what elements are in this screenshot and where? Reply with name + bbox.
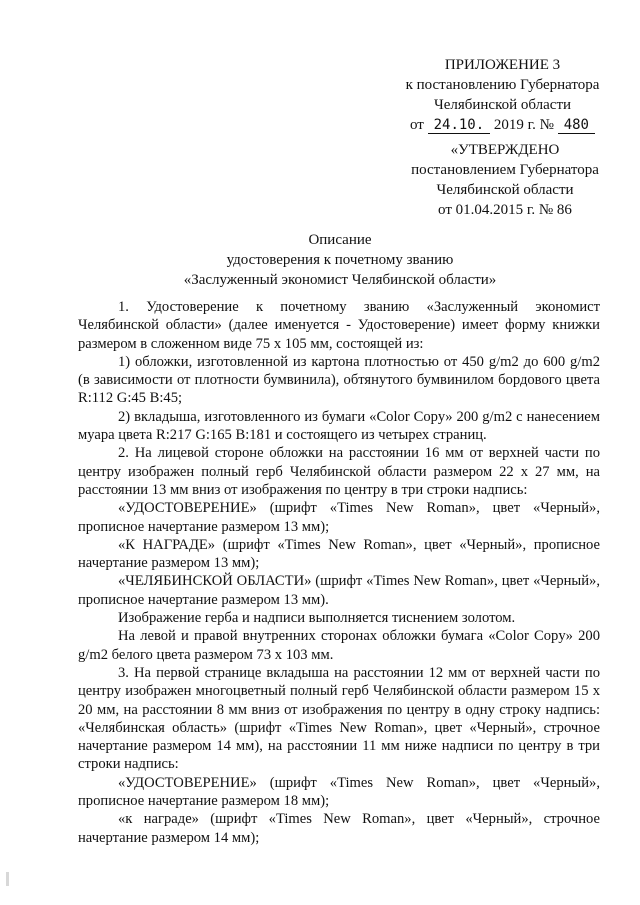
appendix-date-line	[390, 115, 615, 135]
appendix-region: Челябинской области	[433, 97, 572, 113]
approval-title: «УТВЕРЖДЕНО	[450, 142, 560, 158]
handwritten-number: 480	[558, 117, 595, 134]
paragraph: 2. На лицевой стороне обложки на расстоянии 16 мм от верхней части по центру изображен полный герб Челябинской области размером 22 х 27 мм, на расстоянии 13 мм вниз от изображения по центру в три строки надпись:	[78, 445, 600, 498]
date-prefix: от	[409, 117, 424, 133]
paragraph: «УДОСТОВЕРЕНИЕ» (шрифт «Times New Roman», цвет «Черный», прописное начертание размером 18 мм);	[78, 774, 600, 810]
appendix-number: ПРИЛОЖЕНИЕ 3	[444, 57, 561, 73]
approval-date: от 01.04.2015 г. № 86	[438, 202, 572, 218]
paragraph: 3. На первой странице вкладыша на расстоянии 12 мм от верхней части по центру изображен многоцветный полный герб Челябинской области размером 15 х 20 мм, на расстоянии 8 мм вниз от изображения по центру в одну строку надпись: «Челябинская область» (шрифт «Times New Roman», цвет «Черный», строчное начертание размером 14 мм), на расстоянии 11 мм ниже надписи по центру в три строки надпись:	[78, 664, 600, 773]
paragraph: 2) вкладыша, изготовленного из бумаги «Color Copy» 200 g/m2 с нанесением муара цвета R:217 G:165 B:181 и состоящего из четырех страниц.	[78, 408, 600, 444]
title-line-2: удостоверения к почетному званию	[226, 252, 454, 268]
approval-block	[400, 140, 610, 220]
paragraph: 1) обложки, изготовленной из картона плотностью от 450 g/m2 до 600 g/m2 (в зависимости от плотности бумвинила), обтянутого бумвинилом бордового цвета R:112 G:45 B:45;	[78, 353, 600, 407]
handwritten-date: 24.10.	[428, 117, 491, 134]
approval-resolution: постановлением Губернатора	[411, 162, 599, 178]
document-title	[80, 230, 600, 290]
document-body	[78, 298, 600, 847]
paragraph: «УДОСТОВЕРЕНИЕ» (шрифт «Times New Roman», цвет «Черный», прописное начертание размером 13 мм);	[78, 500, 600, 535]
paragraph: 1. Удостоверение к почетному званию «Заслуженный экономист Челябинской области» (далее именуется - Удостоверение) имеет форму книжки размером в сложенном виде 75 х 105 мм, состоящей из:	[78, 299, 600, 352]
approval-region: Челябинской области	[436, 182, 574, 198]
paragraph: «К НАГРАДЕ» (шрифт «Times New Roman», цвет «Черный», прописное начертание размером 13 мм);	[78, 536, 600, 572]
paragraph: «ЧЕЛЯБИНСКОЙ ОБЛАСТИ» (шрифт «Times New Roman», цвет «Черный», прописное начертание размером 13 мм).	[78, 573, 600, 608]
paragraph: Изображение герба и надписи выполняется тиснением золотом.	[118, 610, 516, 627]
title-line-1: Описание	[308, 232, 372, 248]
date-year: 2019 г.	[493, 117, 536, 133]
number-sign: №	[539, 117, 554, 133]
paragraph: «к награде» (шрифт «Times New Roman», цвет «Черный», строчное начертание размером 14 мм);	[78, 811, 600, 846]
scan-artifact	[6, 872, 9, 886]
appendix-header	[390, 55, 615, 135]
appendix-resolution: к постановлению Губернатора	[405, 77, 600, 93]
title-line-3: «Заслуженный экономист Челябинской области»	[183, 272, 497, 288]
paragraph: На левой и правой внутренних сторонах обложки бумага «Color Copy» 200 g/m2 белого цвета размером 73 х 103 мм.	[78, 628, 600, 663]
